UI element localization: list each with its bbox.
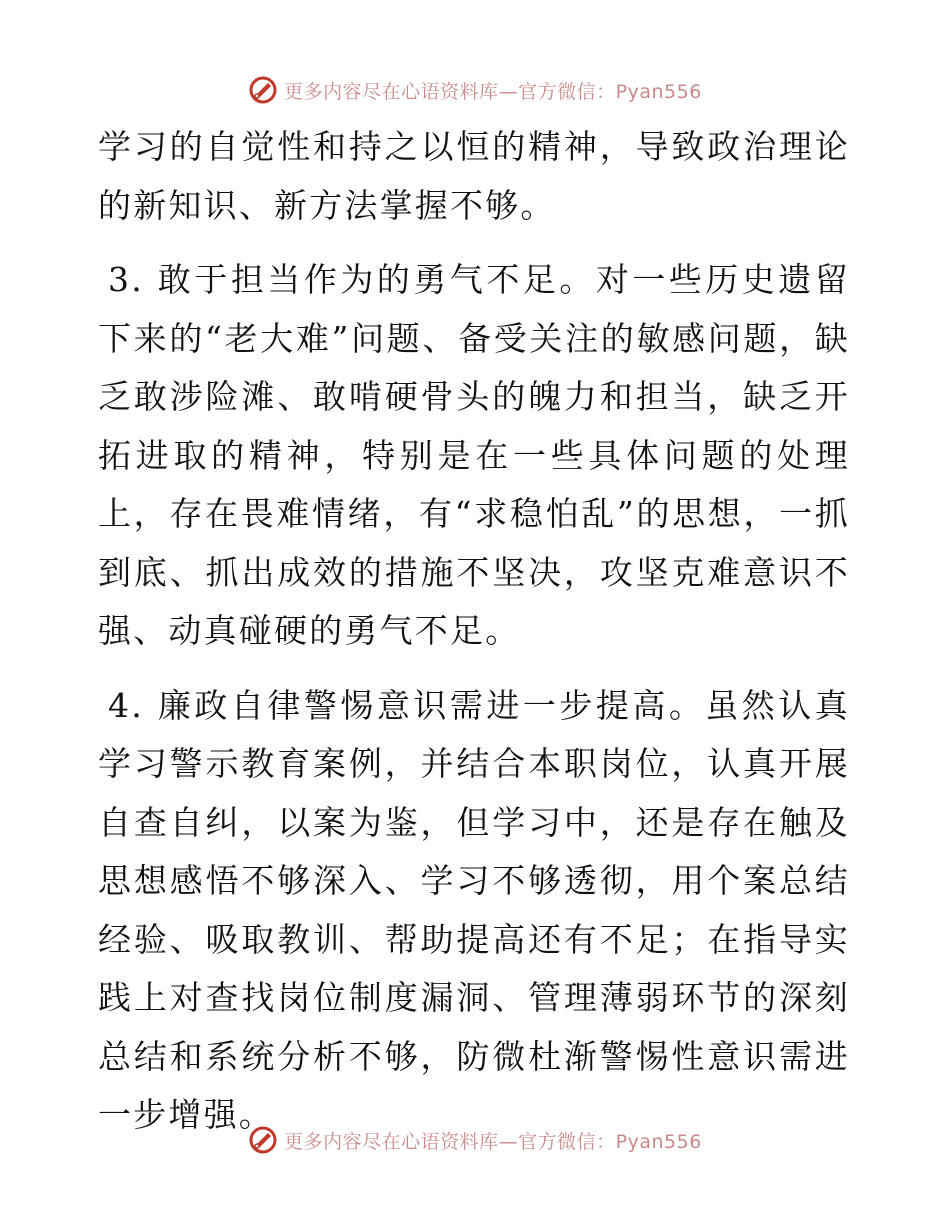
footer-watermark xyxy=(0,1120,950,1160)
header-watermark xyxy=(0,70,950,110)
footer-watermark-text: 更多内容尽在心语资料库—官方微信：Pyan556 xyxy=(284,1130,702,1153)
document-body xyxy=(98,118,850,1145)
brand-logo-icon xyxy=(248,75,278,105)
paragraph-item-3: 3. 敢于担当作为的勇气不足。对一些历史遗留下来的“老大难”问题、备受关注的敏感问题，缺乏敢涉险滩、敢啃硬骨头的魄力和担当，缺乏开拓进取的精神，特别是在一些具体问题的处理上，存在畏难情绪，有“求稳怕乱”的思想，一抓到底、抓出成效的措施不坚决，攻坚克难意识不强、动真碰硬的勇气不足。 xyxy=(98,260,851,650)
paragraph-continuation: 学习的自觉性和持之以恒的精神，导致政治理论的新知识、新方法掌握不够。 xyxy=(98,127,850,225)
header-watermark-text: 更多内容尽在心语资料库—官方微信：Pyan556 xyxy=(284,80,702,103)
paragraph-item-4: 4. 廉政自律警惕意识需进一步提高。虽然认真学习警示教育案例，并结合本职岗位，认真开展自查自纠，以案为鉴，但学习中，还是存在触及思想感悟不够深入、学习不够透彻，用个案总结经验、吸取教训、帮助提高还有不足；在指导实践上对查找岗位制度漏洞、管理薄弱环节的深刻总结和系统分析不够，防微杜渐警惕性意识需进一步增强。 xyxy=(98,685,851,1134)
brand-logo-icon xyxy=(248,1125,278,1155)
